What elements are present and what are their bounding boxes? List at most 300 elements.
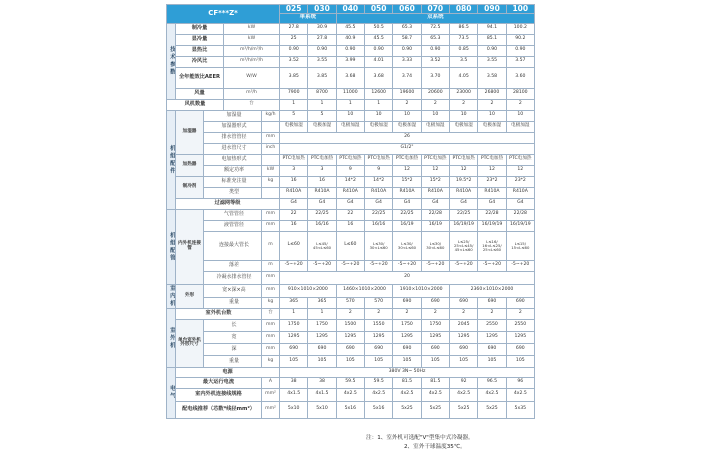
model-column-header: 090: [478, 5, 506, 14]
sub-param-label: 液管管径: [204, 220, 262, 231]
power-row: [167, 367, 535, 377]
value-cell: 22/28: [478, 209, 506, 220]
value-cell: 2045: [449, 319, 477, 331]
unit-cell: inch: [262, 143, 280, 154]
merged-value-cell: 910×1010×2000: [280, 284, 337, 297]
value-cell: 22/28: [421, 209, 449, 220]
sub-param-label: 重量: [204, 297, 262, 308]
value-cell: 16/16: [365, 220, 393, 231]
value-cell: 59.5: [365, 377, 393, 388]
value-cell: G4: [393, 198, 421, 209]
value-cell: 1500: [336, 319, 364, 331]
model-column-header: 050: [365, 5, 393, 14]
value-cell: 0.90: [308, 45, 336, 56]
value-cell: 1750: [421, 319, 449, 331]
value-cell: 19.5*2: [449, 176, 477, 187]
model-column-header: 080: [449, 5, 477, 14]
value-cell: 1295: [280, 331, 308, 343]
outdoor-row: [167, 331, 535, 343]
value-cell: 8700: [308, 88, 336, 99]
value-cell: 4x2.5: [365, 388, 393, 401]
value-cell: 1295: [449, 331, 477, 343]
tech-row: [167, 56, 535, 67]
value-cell: L≤25/ 25<L≤45/ 45<L≤60: [449, 231, 477, 260]
value-cell: 30.9: [308, 23, 336, 34]
unit-cell: mm: [262, 132, 280, 143]
section-unit-config: 机组配件: [167, 110, 176, 209]
value-cell: PTC电加热: [393, 154, 421, 165]
value-cell: 23*2: [478, 176, 506, 187]
value-cell: 690: [478, 343, 506, 355]
tech-row: [167, 67, 535, 88]
param-label: 制冷量: [176, 23, 224, 34]
value-cell: 2: [506, 99, 534, 110]
value-cell: R410A: [308, 187, 336, 198]
value-cell: 22/28: [506, 209, 534, 220]
value-cell: 1295: [478, 331, 506, 343]
unit-cell: W/W: [224, 67, 280, 88]
value-cell: 5x16: [365, 401, 393, 418]
value-cell: L≤15/ 15<L≤60: [506, 231, 534, 260]
humid-group-label: 加湿器: [176, 110, 204, 154]
param-label: 显冷量: [176, 34, 224, 45]
value-cell: 27.8: [308, 34, 336, 45]
humid-row: [167, 132, 535, 143]
value-cell: 1750: [308, 319, 336, 331]
value-cell: 1: [308, 308, 336, 319]
value-cell: 570: [336, 297, 364, 308]
unit-cell: mm²: [262, 401, 280, 418]
indoor-dims-row: [167, 284, 535, 297]
unit-cell: m: [262, 231, 280, 260]
value-cell: 4x2.5: [449, 388, 477, 401]
value-cell: 2: [449, 308, 477, 319]
value-cell: 5x25: [393, 401, 421, 418]
value-cell: 3.70: [421, 67, 449, 88]
value-cell: 3.99: [336, 56, 364, 67]
value-cell: 59.5: [336, 377, 364, 388]
single-system-label: 单系统: [280, 13, 337, 23]
sub-param-label: 气管管径: [204, 209, 262, 220]
value-cell: 12: [478, 165, 506, 176]
value-cell: 105: [365, 355, 393, 367]
outdoor-row: [167, 343, 535, 355]
value-cell: -5~+20: [336, 260, 364, 271]
section-indoor: 室内机: [167, 284, 176, 308]
value-cell: G4: [280, 198, 308, 209]
footnotes: [366, 434, 566, 452]
param-label: 风量: [176, 88, 224, 99]
param-label: 电源: [176, 367, 280, 377]
value-cell: 105: [308, 355, 336, 367]
refr-group-label: 制冷剂: [176, 176, 204, 198]
value-cell: PTC电加热: [421, 154, 449, 165]
value-cell: 65.3: [393, 23, 421, 34]
value-cell: 86.5: [449, 23, 477, 34]
value-cell: 0.90: [478, 45, 506, 56]
heat-row: [167, 165, 535, 176]
value-cell: 电极加湿: [280, 121, 308, 132]
value-cell: 2: [449, 99, 477, 110]
value-cell: 3.85: [280, 67, 308, 88]
value-cell: 电极加湿: [449, 121, 477, 132]
value-cell: 5: [308, 110, 336, 121]
param-label: 风机数量: [167, 99, 224, 110]
value-cell: G4: [478, 198, 506, 209]
sub-param-label: 加湿器形式: [204, 121, 262, 132]
value-cell: 1750: [280, 319, 308, 331]
value-cell: 0.85: [449, 45, 477, 56]
value-cell: 690: [308, 343, 336, 355]
piping-row: [167, 231, 535, 260]
value-cell: PTC电加热: [308, 154, 336, 165]
unit-cell: mm²: [262, 388, 280, 401]
param-label: 全年能效比AEER: [176, 67, 224, 88]
value-cell: PTC电加热: [449, 154, 477, 165]
value-cell: 25: [280, 34, 308, 45]
value-cell: 72.5: [421, 23, 449, 34]
value-cell: 28100: [506, 88, 534, 99]
value-cell: R410A: [421, 187, 449, 198]
value-cell: -5~+20: [280, 260, 308, 271]
unit-cell: kg: [262, 297, 280, 308]
value-cell: 16/16: [308, 220, 336, 231]
value-cell: 2: [478, 99, 506, 110]
piping-group-label: 内外机连接管: [176, 209, 204, 284]
value-cell: 12: [506, 165, 534, 176]
value-cell: 100.2: [506, 23, 534, 34]
value-cell: L≤60: [280, 231, 308, 260]
value-cell: 20600: [421, 88, 449, 99]
value-cell: 105: [393, 355, 421, 367]
value-cell: 1295: [336, 331, 364, 343]
unit-cell: m³/h/m³/h: [224, 56, 280, 67]
value-cell: R410A: [506, 187, 534, 198]
param-label: 冷风比: [176, 56, 224, 67]
value-cell: 3.57: [506, 56, 534, 67]
value-cell: -5~+20: [308, 260, 336, 271]
value-cell: R410A: [365, 187, 393, 198]
value-cell: 105: [336, 355, 364, 367]
electric-row: [167, 377, 535, 388]
sub-param-label: 加湿量: [204, 110, 262, 121]
value-cell: 5x25: [478, 401, 506, 418]
value-cell: 1: [280, 99, 308, 110]
value-cell: L≤45/ 45<L≤60: [308, 231, 336, 260]
value-cell: 690: [365, 343, 393, 355]
heat-row: [167, 154, 535, 165]
value-cell: 10: [478, 110, 506, 121]
value-cell: 2: [365, 308, 393, 319]
value-cell: 90.2: [506, 34, 534, 45]
value-cell: R410A: [280, 187, 308, 198]
value-cell: 22/25: [365, 209, 393, 220]
value-cell: 15*2: [421, 176, 449, 187]
unit-cell: mm: [262, 271, 280, 284]
merged-value-cell: 1910×1010×2000: [393, 284, 450, 297]
unit-cell: kg/h: [262, 110, 280, 121]
model-column-header: 040: [336, 5, 364, 14]
spec-sheet: [166, 4, 534, 419]
value-cell: 1: [280, 308, 308, 319]
value-cell: 3: [308, 165, 336, 176]
value-cell: 1: [336, 99, 364, 110]
value-cell: 22: [280, 209, 308, 220]
sub-param-label: 类型: [204, 187, 262, 198]
value-cell: 14*2: [336, 176, 364, 187]
unit-cell: kg: [262, 355, 280, 367]
value-cell: -5~+20: [478, 260, 506, 271]
sub-param-label: 重量: [204, 355, 262, 367]
outdoor-row: [167, 355, 535, 367]
value-cell: 16/19: [421, 220, 449, 231]
value-cell: 电极加湿: [336, 121, 364, 132]
value-cell: -5~+20: [506, 260, 534, 271]
value-cell: 19600: [393, 88, 421, 99]
sub-param-label: 深: [204, 343, 262, 355]
value-cell: -5~+20: [421, 260, 449, 271]
value-cell: -5~+20: [449, 260, 477, 271]
value-cell: 电极加湿: [393, 121, 421, 132]
value-cell: 27.8: [280, 23, 308, 34]
unit-cell: mm: [262, 319, 280, 331]
value-cell: 11000: [336, 88, 364, 99]
value-cell: 690: [393, 343, 421, 355]
value-cell: 5x25: [449, 401, 477, 418]
sub-param-label: 长: [204, 319, 262, 331]
value-cell: -5~+20: [365, 260, 393, 271]
value-cell: 16/19/19: [506, 220, 534, 231]
value-cell: 1295: [393, 331, 421, 343]
value-cell: 3.52: [280, 56, 308, 67]
value-cell: 81.5: [393, 377, 421, 388]
sub-param-label: 宽×深×高: [204, 284, 262, 297]
value-cell: 4x2.5: [336, 388, 364, 401]
value-cell: L≤30/ 30<L≤60: [365, 231, 393, 260]
value-cell: 电极加湿: [478, 121, 506, 132]
value-cell: 365: [308, 297, 336, 308]
value-cell: 2: [478, 308, 506, 319]
sub-param-label: 进水管尺寸: [204, 143, 262, 154]
value-cell: 73.5: [449, 34, 477, 45]
humid-row: [167, 110, 535, 121]
value-cell: G4: [421, 198, 449, 209]
value-cell: 14*2: [365, 176, 393, 187]
value-cell: 690: [336, 343, 364, 355]
sub-param-label: 落差: [204, 260, 262, 271]
value-cell: 9: [365, 165, 393, 176]
value-cell: 23000: [449, 88, 477, 99]
tech-row: [167, 45, 535, 56]
value-cell: PTC电加热: [336, 154, 364, 165]
model-column-header: 025: [280, 5, 308, 14]
value-cell: 23*2: [506, 176, 534, 187]
value-cell: 16: [336, 220, 364, 231]
value-cell: 16: [280, 220, 308, 231]
value-cell: 10: [449, 110, 477, 121]
value-cell: 1295: [506, 331, 534, 343]
value-cell: 10: [421, 110, 449, 121]
value-cell: 690: [393, 297, 421, 308]
merged-value-cell: 2360×1010×2000: [449, 284, 534, 297]
value-cell: 1295: [421, 331, 449, 343]
value-cell: 65.3: [421, 34, 449, 45]
value-cell: 4.05: [449, 67, 477, 88]
value-cell: 1750: [393, 319, 421, 331]
value-cell: 690: [421, 343, 449, 355]
unit-cell: m³/h/m³/h: [224, 45, 280, 56]
value-cell: 690: [506, 297, 534, 308]
value-cell: 365: [280, 297, 308, 308]
value-cell: 105: [478, 355, 506, 367]
electric-row: [167, 388, 535, 401]
value-cell: 85.1: [478, 34, 506, 45]
spec-table: [166, 4, 535, 419]
value-cell: 12: [393, 165, 421, 176]
value-cell: L≤60: [336, 231, 364, 260]
value-cell: G4: [336, 198, 364, 209]
value-cell: 45.5: [336, 23, 364, 34]
value-cell: 0.90: [280, 45, 308, 56]
sub-param-label: 标准充注量: [204, 176, 262, 187]
value-cell: 16/19: [393, 220, 421, 231]
value-cell: 4x2.5: [478, 388, 506, 401]
value-cell: 96: [506, 377, 534, 388]
unit-cell: m³/h: [224, 88, 280, 99]
value-cell: 2: [506, 308, 534, 319]
value-cell: 电极加湿: [421, 121, 449, 132]
value-cell: 105: [280, 355, 308, 367]
value-cell: 3.58: [478, 67, 506, 88]
refr-row: [167, 176, 535, 187]
unit-cell: mm: [262, 220, 280, 231]
value-cell: 2: [421, 308, 449, 319]
value-cell: 2: [421, 99, 449, 110]
value-cell: R410A: [336, 187, 364, 198]
section-outdoor: 室外机: [167, 308, 176, 367]
value-cell: 3.55: [308, 56, 336, 67]
tech-row: [167, 34, 535, 45]
unit-cell: [262, 154, 280, 165]
unit-cell: mm: [262, 209, 280, 220]
unit-cell: kW: [224, 34, 280, 45]
param-label: 过滤网等级: [176, 198, 280, 209]
unit-cell: mm: [262, 331, 280, 343]
unit-cell: m: [262, 260, 280, 271]
param-label: 室内外机连接线规格: [176, 388, 262, 401]
value-cell: 26800: [478, 88, 506, 99]
value-cell: 0.90: [506, 45, 534, 56]
fan-row: [167, 99, 535, 110]
sub-param-label: 冷凝水排水管径: [204, 271, 262, 284]
value-cell: R410A: [478, 187, 506, 198]
value-cell: 3: [280, 165, 308, 176]
value-cell: 0.90: [365, 45, 393, 56]
value-cell: 9: [336, 165, 364, 176]
value-cell: G4: [506, 198, 534, 209]
value-cell: 16: [280, 176, 308, 187]
param-label: 室外机台数: [176, 308, 262, 319]
value-cell: PTC电加热: [478, 154, 506, 165]
model-column-header: 070: [421, 5, 449, 14]
value-cell: 690: [280, 343, 308, 355]
value-cell: PTC电加热: [280, 154, 308, 165]
value-cell: 105: [506, 355, 534, 367]
footnote-1: 注：1、室外机可选配"V"型集中式冷凝器。: [366, 435, 474, 441]
value-cell: 3.74: [393, 67, 421, 88]
model-column-header: 030: [308, 5, 336, 14]
indoor-group-label: 外形: [176, 284, 204, 308]
tech-row: [167, 23, 535, 34]
value-cell: 7900: [280, 88, 308, 99]
outdoor-count-row: [167, 308, 535, 319]
sub-param-label: 宽: [204, 331, 262, 343]
value-cell: 570: [365, 297, 393, 308]
value-cell: 2550: [506, 319, 534, 331]
value-cell: 电极加湿: [506, 121, 534, 132]
merged-value-cell: 20: [280, 271, 535, 284]
value-cell: 5x35: [506, 401, 534, 418]
value-cell: 16: [308, 176, 336, 187]
value-cell: L≤16/ 16<L≤25/ 25<L≤60: [478, 231, 506, 260]
value-cell: 38: [280, 377, 308, 388]
value-cell: G4: [308, 198, 336, 209]
unit-cell: kW: [224, 23, 280, 34]
value-cell: 1: [308, 99, 336, 110]
value-cell: 12: [449, 165, 477, 176]
piping-row: [167, 260, 535, 271]
electric-row: [167, 401, 535, 418]
value-cell: 3.33: [393, 56, 421, 67]
value-cell: L≤30/ 30<L≤60: [421, 231, 449, 260]
value-cell: G4: [365, 198, 393, 209]
section-piping: 机组配管: [167, 209, 176, 284]
value-cell: 690: [421, 297, 449, 308]
param-label: 配电线推荐（芯数*线径mm²）: [176, 401, 262, 418]
value-cell: 22/25: [449, 209, 477, 220]
section-electric: 电气: [167, 367, 176, 418]
value-cell: 1: [365, 99, 393, 110]
piping-row: [167, 271, 535, 284]
value-cell: 1295: [365, 331, 393, 343]
value-cell: 电极加湿: [365, 121, 393, 132]
value-cell: 12: [421, 165, 449, 176]
value-cell: 5x10: [308, 401, 336, 418]
value-cell: PTC电加热: [365, 154, 393, 165]
humid-row: [167, 143, 535, 154]
value-cell: 10: [365, 110, 393, 121]
value-cell: 3.85: [308, 67, 336, 88]
value-cell: 81.5: [421, 377, 449, 388]
value-cell: 2: [393, 99, 421, 110]
merged-value-cell: 1460×1010×2000: [336, 284, 393, 297]
value-cell: 690: [449, 343, 477, 355]
value-cell: 50.5: [365, 23, 393, 34]
value-cell: 5x25: [421, 401, 449, 418]
value-cell: 2550: [478, 319, 506, 331]
model-header: CF***Z*: [167, 5, 280, 24]
value-cell: 22/25: [308, 209, 336, 220]
value-cell: R410A: [393, 187, 421, 198]
value-cell: 12600: [365, 88, 393, 99]
value-cell: 4x2.5: [421, 388, 449, 401]
unit-cell: kW: [262, 165, 280, 176]
unit-cell: 台: [262, 308, 280, 319]
model-column-header: 060: [393, 5, 421, 14]
heat-group-label: 加热器: [176, 154, 204, 176]
value-cell: 92: [449, 377, 477, 388]
refr-row: [167, 187, 535, 198]
